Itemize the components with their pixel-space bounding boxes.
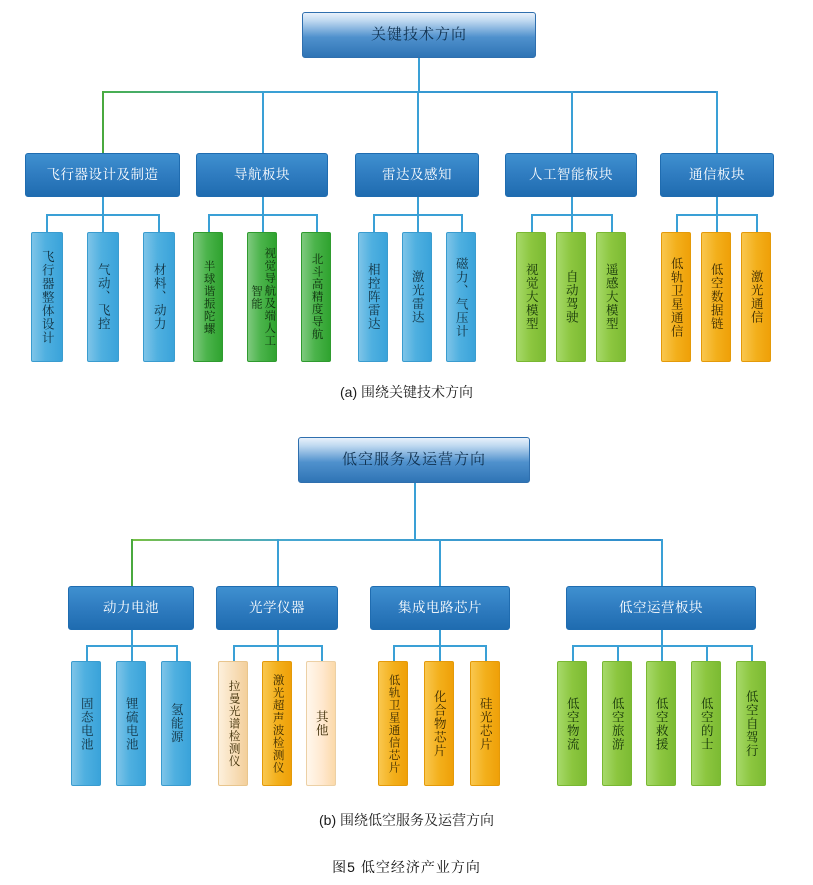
panel-a-leaf-3-1: 相控阵雷达 — [358, 232, 388, 362]
connector-a1-drop-2 — [102, 214, 104, 232]
connector-a4-drop-3 — [611, 214, 613, 232]
connector-b-root-stem — [414, 483, 416, 540]
panel-a-leaf-2-3: 北斗高精度导航 — [301, 232, 331, 362]
connector-a2-stem — [262, 197, 264, 215]
panel-a-leaf-1-2: 气动、飞控 — [87, 232, 119, 362]
panel-a-category-4: 人工智能板块 — [505, 153, 637, 197]
connector-b4-drop-4 — [706, 645, 708, 661]
panel-a-leaf-4-2: 自动驾驶 — [556, 232, 586, 362]
panel-b-leaf-4-1: 低空物流 — [557, 661, 587, 786]
connector-b-drop-3 — [439, 539, 441, 586]
panel-a-leaf-2-2: 视觉导航及端人工智能 — [247, 232, 277, 362]
panel-a-category-5: 通信板块 — [660, 153, 774, 197]
connector-a4-drop-2 — [571, 214, 573, 232]
connector-b1-drop-1 — [86, 645, 88, 661]
connector-b1-drop-2 — [131, 645, 133, 661]
connector-b4-stem — [661, 630, 663, 646]
connector-a5-drop-2 — [716, 214, 718, 232]
connector-a5-stem — [716, 197, 718, 215]
connector-b3-drop-1 — [393, 645, 395, 661]
connector-b4-drop-2 — [617, 645, 619, 661]
connector-a1-stem — [102, 197, 104, 215]
panel-b-leaf-3-2: 化合物芯片 — [424, 661, 454, 786]
connector-b3-stem — [439, 630, 441, 646]
connector-a2-drop-2 — [262, 214, 264, 232]
panel-b-leaf-3-3: 硅光芯片 — [470, 661, 500, 786]
connector-a-drop-2 — [262, 91, 264, 153]
panel-b-leaf-1-2: 锂硫电池 — [116, 661, 146, 786]
panel-a-root-node: 关键技术方向 — [302, 12, 536, 58]
connector-a1-drop-3 — [158, 214, 160, 232]
panel-a-leaf-4-3: 遥感大模型 — [596, 232, 626, 362]
panel-a-leaf-3-2: 激光雷达 — [402, 232, 432, 362]
panel-a-category-1: 飞行器设计及制造 — [25, 153, 180, 197]
panel-a-category-3: 雷达及感知 — [355, 153, 479, 197]
connector-b3-drop-2 — [439, 645, 441, 661]
connector-b-bus — [131, 539, 662, 541]
panel-a-leaf-5-2: 低空数据链 — [701, 232, 731, 362]
panel-b-leaf-4-2: 低空旅游 — [602, 661, 632, 786]
panel-a-leaf-5-1: 低轨卫星通信 — [661, 232, 691, 362]
panel-b-leaf-1-3: 氢能源 — [161, 661, 191, 786]
connector-b4-drop-3 — [661, 645, 663, 661]
connector-b-drop-2 — [277, 539, 279, 586]
connector-b2-drop-2 — [277, 645, 279, 661]
panel-b-leaf-2-3: 其他 — [306, 661, 336, 786]
panel-b-caption: (b) 围绕低空服务及运营方向 — [319, 812, 494, 828]
connector-b2-drop-3 — [321, 645, 323, 661]
connector-b1-stem — [131, 630, 133, 646]
panel-b-category-2: 光学仪器 — [216, 586, 338, 630]
connector-a-bus — [103, 91, 717, 93]
panel-b-leaf-2-1: 拉曼光谱检测仪 — [218, 661, 248, 786]
panel-a-leaf-4-1: 视觉大模型 — [516, 232, 546, 362]
panel-b-leaf-4-4: 低空的士 — [691, 661, 721, 786]
connector-a2-drop-3 — [316, 214, 318, 232]
panel-b-category-3: 集成电路芯片 — [370, 586, 510, 630]
figure-caption: 图5 低空经济产业方向 — [332, 859, 481, 875]
panel-b-leaf-1-1: 固态电池 — [71, 661, 101, 786]
connector-a-drop-5 — [716, 91, 718, 153]
panel-b-leaf-4-3: 低空救援 — [646, 661, 676, 786]
connector-a5-drop-3 — [756, 214, 758, 232]
connector-a3-stem — [417, 197, 419, 215]
panel-b-category-4: 低空运营板块 — [566, 586, 756, 630]
connector-a-root-stem — [418, 58, 420, 92]
connector-a-drop-1 — [102, 91, 104, 153]
panel-a-leaf-1-1: 飞行器整体设计 — [31, 232, 63, 362]
panel-b-leaf-4-5: 低空自驾行 — [736, 661, 766, 786]
panel-a-leaf-3-3: 磁力、气压计 — [446, 232, 476, 362]
connector-a3-drop-3 — [461, 214, 463, 232]
connector-a3-drop-2 — [417, 214, 419, 232]
panel-b-root-node: 低空服务及运营方向 — [298, 437, 530, 483]
connector-b4-drop-5 — [751, 645, 753, 661]
connector-a3-drop-1 — [373, 214, 375, 232]
panel-a-leaf-1-3: 材料、动力 — [143, 232, 175, 362]
panel-b-leaf-3-1: 低轨卫星通信芯片 — [378, 661, 408, 786]
connector-b1-drop-3 — [176, 645, 178, 661]
connector-b-drop-4 — [661, 539, 663, 586]
panel-a-category-2: 导航板块 — [196, 153, 328, 197]
connector-a-drop-4 — [571, 91, 573, 153]
connector-b2-drop-1 — [233, 645, 235, 661]
panel-a-leaf-2-1: 半球谐振陀螺 — [193, 232, 223, 362]
panel-b-leaf-2-2: 激光超声波检测仪 — [262, 661, 292, 786]
panel-a-caption: (a) 围绕关键技术方向 — [340, 384, 473, 400]
panel-a-leaf-5-3: 激光通信 — [741, 232, 771, 362]
connector-b2-stem — [277, 630, 279, 646]
connector-a4-drop-1 — [531, 214, 533, 232]
connector-a-drop-3 — [417, 91, 419, 153]
connector-b-drop-1 — [131, 539, 133, 586]
panel-b-category-1: 动力电池 — [68, 586, 194, 630]
connector-b3-drop-3 — [485, 645, 487, 661]
connector-a5-drop-1 — [676, 214, 678, 232]
connector-a4-stem — [571, 197, 573, 215]
connector-b4-drop-1 — [572, 645, 574, 661]
connector-a2-drop-1 — [208, 214, 210, 232]
connector-a1-drop-1 — [46, 214, 48, 232]
